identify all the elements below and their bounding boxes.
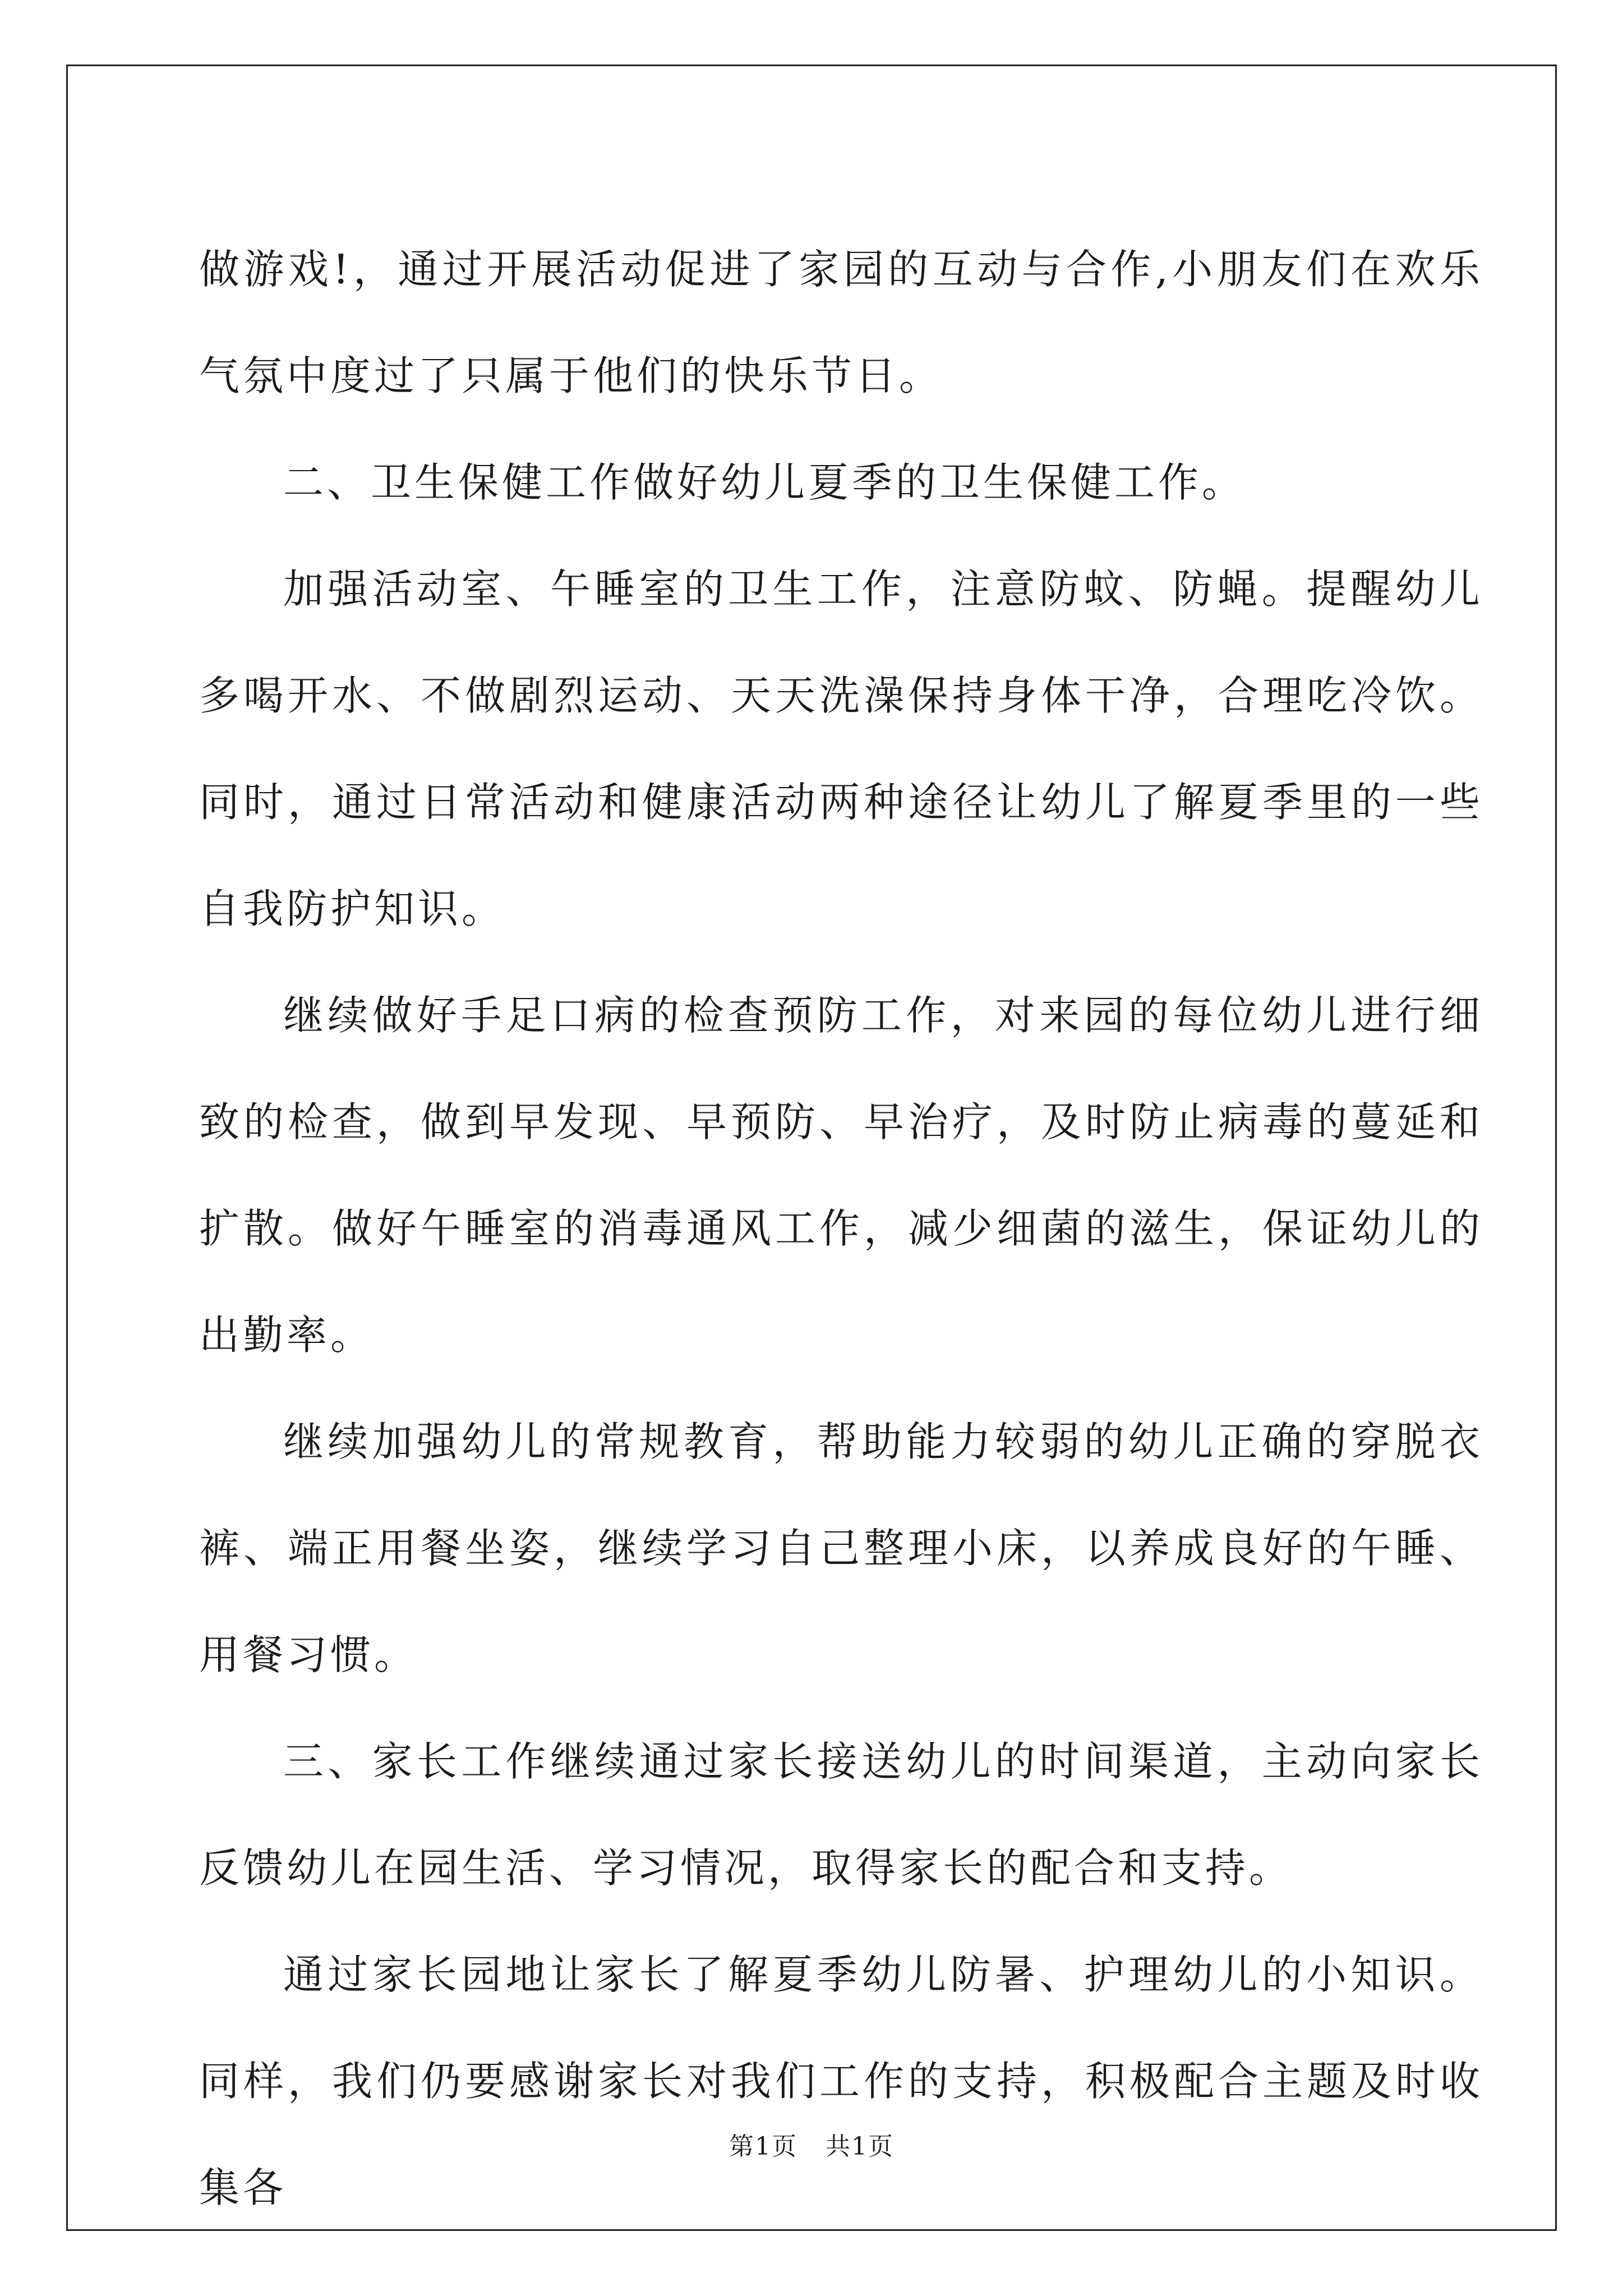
- paragraph: 继续加强幼儿的常规教育，帮助能力较弱的幼儿正确的穿脱衣裤、端正用餐坐姿，继续学习自己整理小床，以养成良好的午睡、用餐习惯。: [199, 1418, 1483, 1678]
- document-body: [199, 216, 1483, 2241]
- paragraph: 二、卫生保健工作做好幼儿夏季的卫生保健工作。: [283, 459, 1246, 506]
- paragraph: 通过家长园地让家长了解夏季幼儿防暑、护理幼儿的小知识。同样，我们仍要感谢家长对我们工作的支持，积极配合主题及时收集各: [199, 1951, 1483, 2211]
- page-footer: [0, 2126, 1623, 2162]
- page-number: 第1页: [729, 2132, 797, 2161]
- page-total: 共1页: [826, 2132, 894, 2161]
- paragraph: 加强活动室、午睡室的卫生工作，注意防蚊、防蝇。提醒幼儿多喝开水、不做剧烈运动、天天洗澡保持身体干净，合理吃冷饮。同时，通过日常活动和健康活动两种途径让幼儿了解夏季里的一些自我防护知识。: [199, 565, 1483, 932]
- paragraph: 三、家长工作继续通过家长接送幼儿的时间渠道，主动向家长反馈幼儿在园生活、学习情况，取得家长的配合和支持。: [199, 1738, 1483, 1892]
- paragraph: 继续做好手足口病的检查预防工作，对来园的每位幼儿进行细致的检查，做到早发现、早预防、早治疗，及时防止病毒的蔓延和扩散。做好午睡室的消毒通风工作，减少细菌的滋生，保证幼儿的出勤率。: [199, 992, 1483, 1359]
- paragraph: 做游戏!，通过开展活动促进了家园的互动与合作,小朋友们在欢乐气氛中度过了只属于他们的快乐节日。: [199, 246, 1483, 399]
